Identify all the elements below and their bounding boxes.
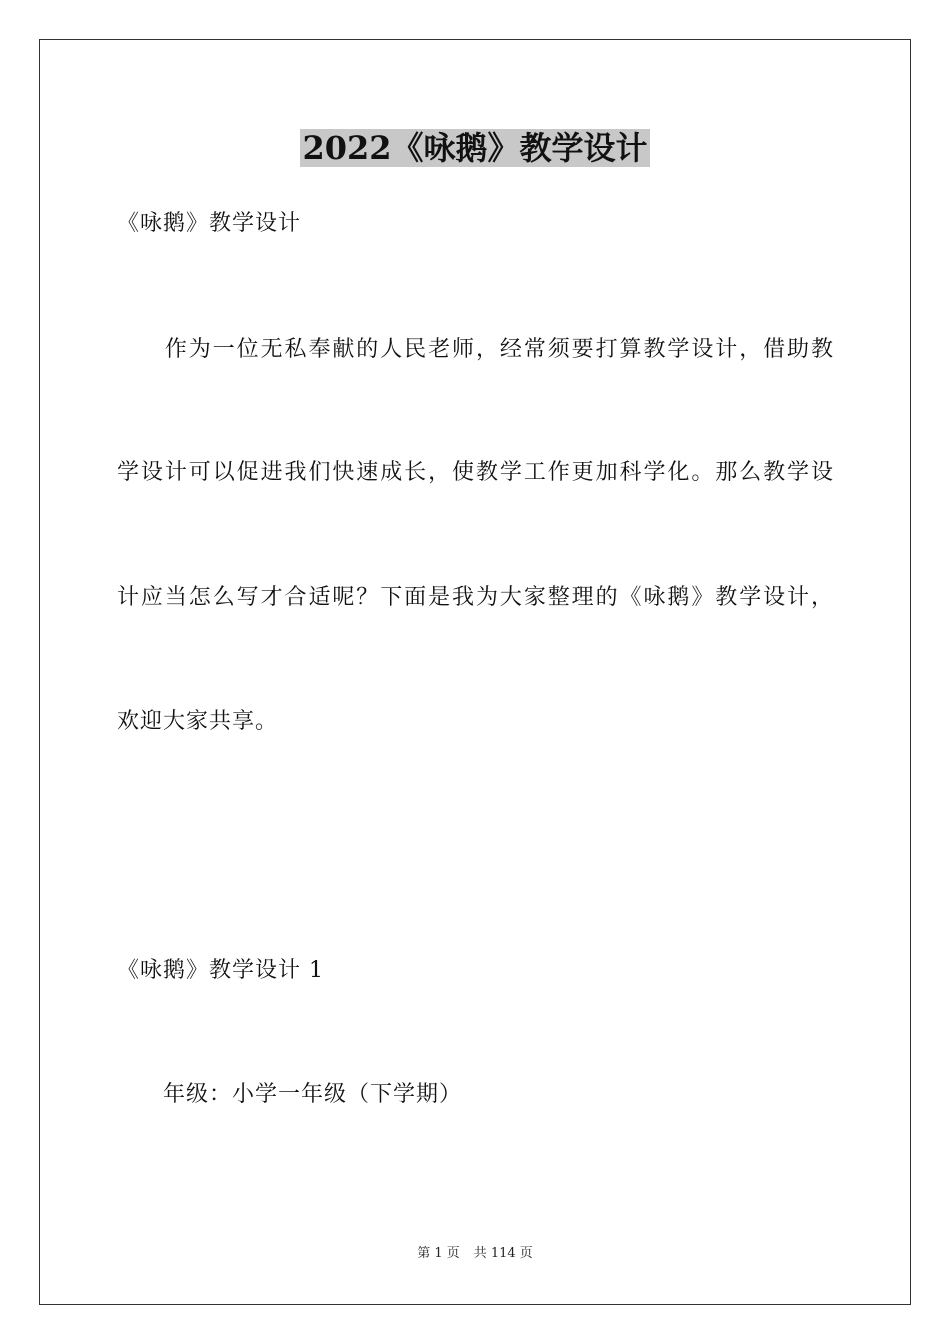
intro-line-2: 学设计可以促进我们快速成长，使教学工作更加科学化。那么教学设	[117, 460, 833, 485]
intro-line-3: 计应当怎么写才合适呢？下面是我为大家整理的《咏鹅》教学设计，	[117, 585, 833, 610]
document-subtitle: 《咏鹅》教学设计	[117, 211, 302, 236]
page-total: 共 114 页	[473, 1246, 533, 1261]
section-heading: 《咏鹅》教学设计 1	[117, 958, 324, 983]
intro-line-1: 作为一位无私奉献的人民老师，经常须要打算教学设计，借助教	[117, 337, 833, 362]
document-title-text: 2022《咏鹅》教学设计	[302, 129, 648, 167]
grade-line: 年级：小学一年级（下学期）	[117, 1082, 463, 1107]
document-title	[0, 128, 950, 168]
intro-line-4: 欢迎大家共享。	[117, 709, 279, 734]
page-footer	[0, 1245, 950, 1263]
page-number: 第 1 页	[417, 1246, 460, 1261]
